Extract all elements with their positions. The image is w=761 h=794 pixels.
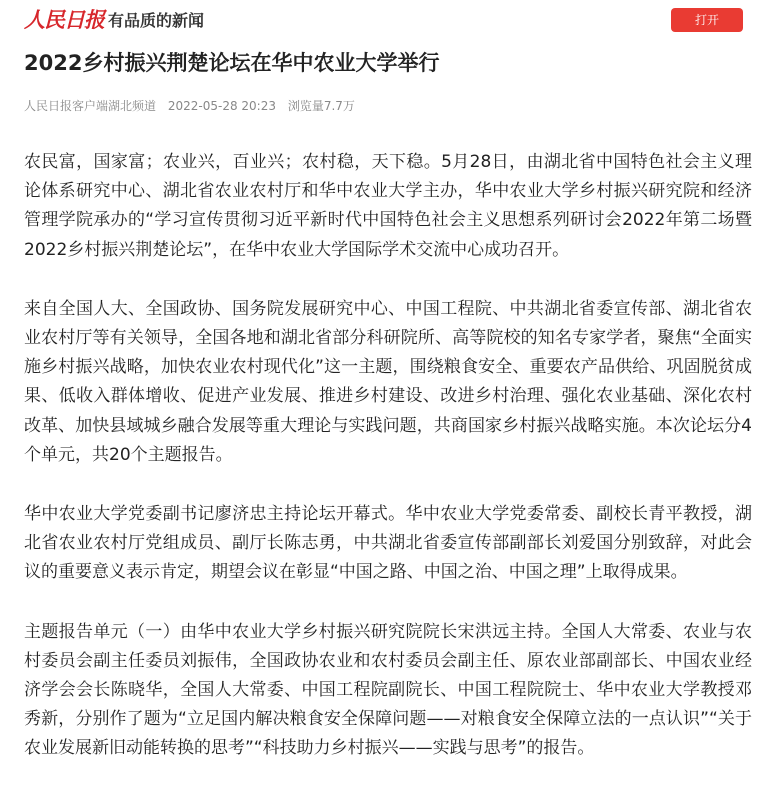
slogan: 有品质的新闻 bbox=[108, 11, 205, 30]
open-app-button[interactable]: 打开 bbox=[671, 8, 743, 32]
article-meta bbox=[24, 98, 355, 114]
article-timestamp: 2022-05-28 20:23 bbox=[167, 99, 276, 113]
article-title: 2022乡村振兴荆楚论坛在华中农业大学举行 bbox=[24, 51, 440, 75]
article-paragraph: 主题报告单元（一）由华中农业大学乡村振兴研究院院长宋洪远主持。全国人大常委、农业与农村委员会副主任委员刘振伟，全国政协农业和农村委员会副主任、原农业部副部长、中国农业经济学会会长陈晓华，全国人大常委、中国工程院副院长、中国工程院院士、华中农业大学教授邓秀新，分别作了题为“立足国内解决粮食安全保障问题——对粮食安全保障立法的一点认识”“关于农业发展新旧动能转换的思考”“科技助力乡村振兴——实践与思考”的报告。 bbox=[24, 621, 752, 759]
article-paragraph: 农民富，国家富；农业兴，百业兴；农村稳，天下稳。5月28日，由湖北省中国特色社会主义理论体系研究中心、湖北省农业农村厅和华中农业大学主办，华中农业大学乡村振兴研究院和经济管理学院承办的“学习宣传贯彻习近平新时代中国特色社会主义思想系列研讨会2022年第二场暨2022乡村振兴荆楚论坛”，在华中农业大学国际学术交流中心成功召开。 bbox=[24, 152, 752, 260]
view-count: 浏览量7.7万 bbox=[287, 99, 355, 113]
people-daily-logo[interactable]: 人民日报 bbox=[24, 7, 104, 32]
article-body bbox=[24, 148, 752, 794]
top-bar bbox=[0, 0, 761, 40]
article-paragraph: 来自全国人大、全国政协、国务院发展研究中心、中国工程院、中共湖北省委宣传部、湖北省农业农村厅等有关领导，全国各地和湖北省部分科研院所、高等院校的知名专家学者，聚焦“全面实施乡村振兴战略，加快农业农村现代化”这一主题，围绕粮食安全、重要农产品供给、巩固脱贫成果、低收入群体增收、促进产业发展、推进乡村建设、改进乡村治理、强化农业基础、深化农村改革、加快县域城乡融合发展等重大理论与实践问题，共商国家乡村振兴战略实施。本次论坛分4个单元，共20个主题报告。 bbox=[24, 298, 752, 465]
article-source: 人民日报客户端湖北频道 bbox=[24, 99, 157, 113]
article-paragraph: 华中农业大学党委副书记廖济忠主持论坛开幕式。华中农业大学党委常委、副校长青平教授，湖北省农业农村厅党组成员、副厅长陈志勇，中共湖北省委宣传部副部长刘爱国分别致辞，对此会议的重要意义表示肯定，期望会议在彰显“中国之路、中国之治、中国之理”上取得成果。 bbox=[24, 504, 752, 583]
